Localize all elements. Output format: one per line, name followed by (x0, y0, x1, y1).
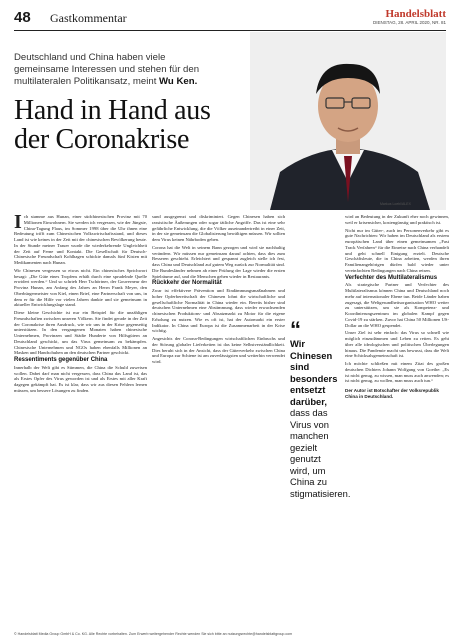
portrait-illustration (250, 32, 446, 210)
article-column-3 (345, 214, 449, 626)
page-number: 48 (14, 9, 31, 26)
article-column-2 (152, 214, 285, 626)
subheading: Verfechter des Multilateralismus (345, 274, 438, 281)
col3-paragraph: wird an Bedeutung in der Zukunft eher noch gewinnen, weil er krisensicher, kostengünstig und praktisch ist. (345, 214, 449, 225)
page-header (14, 8, 446, 31)
col2-paragraph: Zwar ist effektivere Prävention und Eindämmungsmaßnahmen und hoher Opferbereitschaft der Chinesen lohnt die wirtschaftliche und gesellschaftliche Normalität in China wieder ein. Bereits bisher sind deutschen Unternehmen eine Abstimmung, dass wieder erwachsenden chinesischen Produktions- und Absatzmarkt zu Motor für die eigene Erholung zu nutzen. Wie es oft ist, hat der Automarkt ein erster Indikator. In China und Europa ist die Zusammenarbeit in der Krise wichtig. (152, 288, 285, 334)
teaser-text: Deutschland und China haben viele gemeinsame Interessen und stehen für den multilateralen Politikansatz, meint (14, 52, 200, 88)
article-column-1 (14, 214, 147, 626)
col2-paragraph: Angesichts der Corona-Bedingungen wirtschaftlichen Einbruchs und der Störung globaler Lieferketten ist das keine Selbstverständlichkeit. Dies beruht sich in der Ansicht, dass der Güterverkehr zwischen China und Europa zur Schiene ist am zuverlässigsten und weiterhin verwendet wird. (152, 336, 285, 364)
author-note: Der Autor ist Botschafter der Volksrepublik China in Deutschland. (345, 388, 439, 399)
copyright-footer: © Handelsblatt Media Group GmbH & Co. KG. Alle Rechte vorbehalten. Zum Erwerb weitergehender Rechte wenden Sie sich bitte an nutzungsrechte@handelsblattgroup.com (14, 632, 293, 636)
col1-paragraph: Innerhalb der Welt gibt es Stimmen, die China die Schuld zuweisen wollen. Dabei darf man nicht vergessen, dass China das Land ist, das als Erstes Opfer des Virus geworden ist und als Erstes mit aller Kraft dagegen gekämpft hat. Es ist klar, dass wir aus diesen Fehlern lernen müssen, um bessere Lösungen zu finden. (14, 364, 147, 393)
photo-credit: Markus Loebl/ALEX (380, 202, 411, 206)
col3-paragraph: Unser Ziel ist sehr einfach: das Virus so schnell wie möglich einzudämmen und Leben zu retten. Es geht über alle ideologischen und politischen Überlegungen hinaus. Die Pandemie macht uns bewusst, dass die Welt eine Schicksalsgemeinschaft ist. (345, 330, 449, 359)
col2-paragraph: Corona hat die Welt in seinem Bann gezogen und wird sie nachhaltig verändern. Wir müssen nur gemeinsam darauf achten, dass dies zum Besseren geschieht. Erleichtert und gespannt zugleich stelle ich fest, dass China und Deutschland auf gutem Weg zurück zur Normalität sind. Die Bundesländer nehmen ab einer Prüfung der Lage wieder die ersten Spielräume auf, und die Menschen gehen wieder in Restaurants. (152, 244, 285, 279)
pull-quote-lead: Wir Chinesen sind besonders entsetzt darüber, (290, 338, 338, 407)
col3-paragraph: Als strategische Partner und Verfechter des Multilateralismus können China und Deutschland noch mehr auf internationaler Ebene tun. Beide Länder haben zugesagt, die Weltgesundheitsorganisation WHO weiter zu unterstützen, um sie als Kompetenz- und Koordinierungszentrum im globalen Kampf gegen Covid-19 zu stärken. Zuvor hat China 50 Millionen US-Dollar an die WHO gespendet. (345, 282, 449, 328)
quote-mark-icon: “ (290, 317, 301, 342)
col1-intro: ch stamme aus Hunan, einer südchinesischen Provinz mit 70 Millionen Einwohnern. Sie werden ich vergessen, wie der Jüngste, China-Tagung Flaus, im Sommer 1998 über die Uhr ihnen eine Bedeutung trifft zum Chinesischen Volkswirtschaftsstand, und dieses Land ist wie keines in der Zeit mit der chinesischen Bevölkerung heute. In der Stunde meiner Trauer wurde die wiederkehrende Ungleichheit der Zeit auf Ferne und Kontakt. Die Gesellschaft für Deutsch-Chinesische Freundschaft Kohlhagen schickte damals fünf Kisten mit Medikamenten nach Hunan. (14, 214, 147, 265)
teaser-author: Wu Ken. (159, 76, 198, 88)
col1-paragraph: Wir Chinesen vergessen so etwas nicht. Ein chinesisches Sprichwort besagt: „Die Güte eines Tropfens erhält durch eine sprudelnde Quelle erwidert werden.“ Und so schrieb Herr Tschörtner, der Gouverneur der Provinz Hunan, am Anfang des Jahres an Herrn Frank Meyer, den Oberbürgermeister von Kiel, einen Brief, eine Partnerschaft von uns, in dem er für die Hilfe vor vielen Jahren dankte und sie gemeinsam in aktueller Entwicklungslage stand. (14, 267, 147, 308)
brand-logo: Handelsblatt (385, 8, 446, 20)
author-photo (250, 32, 446, 210)
subheading: Ressentiments gegenüber China (14, 357, 108, 363)
issue-line: DIENSTAG, 28. APRIL 2020, NR. 81 (372, 20, 446, 25)
col3-paragraph: Nicht nur im Güter-, auch im Personenverkehr gibt es gute Nachrichten: Wir haben im Deutschland als erstem europäischen Land über einen gemeinsamen „Fast Track Verfahren“ für die Einreise nach China verhandelt und geht schnell Einigung erzielt. Deutsche Geschäftsleute, die in China arbeiten, werden ihren Familienangehörigen dürfen bald wieder unter vereinfachten Bedingungen nach China reisen. (345, 227, 449, 273)
teaser (14, 52, 214, 89)
dropcap: I (14, 214, 22, 233)
col2-paragraph: sund ausgegrenzt und diskriminiert. Gegen Chinesen haben sich rassistische Äußerungen oder sogar tätliche Angriffe. Das ist eine sehr gefährliche Entwicklung, die die Völker auseinandertreibt in einer Zeit, in der sie gemeinsam die Globalisierung bewältigen müssen. Wir sollten dem Virus keinen Nährboden geben. (152, 214, 285, 242)
headline: Hand in Hand aus der Coronakrise (14, 95, 211, 155)
section-title: Gastkommentar (50, 11, 127, 25)
col1-paragraph: Diese kleine Geschichte ist nur ein Beispiel für die unzähligen Freundschaften zwischen unseren Völkern. Sie findet gerade in der Zeit der Coronakrise ihren Ausdruck, wie wir uns in der Krise gegenseitig unterstützen. In den vergangenen Monaten haben chinesische Unternehmen, Provinzen und Städte Hunderte von Hilfsgütern an Deutschland geschickt, um das Virus gemeinsam zu bekämpfen. Chinesische Unternehmen und NGOs haben ebenfalls Millionen an Masken und Handschuhen an den deutschen Partner geschickt. (14, 310, 147, 356)
pull-quote (290, 317, 351, 499)
col3-paragraph: Ich möchte schließen mit einem Zitat des großen deutschen Dichters Johann Wolfgang von Goethe: „Es ist nicht genug, zu wissen, man muss auch anwenden; es ist nicht genug, zu wollen, man muss auch tun.“ (345, 361, 449, 384)
pull-quote-rest: dass das Virus von manchen gezielt genutzt wird, um China zu stigmatisieren. (290, 407, 351, 499)
subheading: Rückkehr der Normalität (152, 280, 222, 287)
